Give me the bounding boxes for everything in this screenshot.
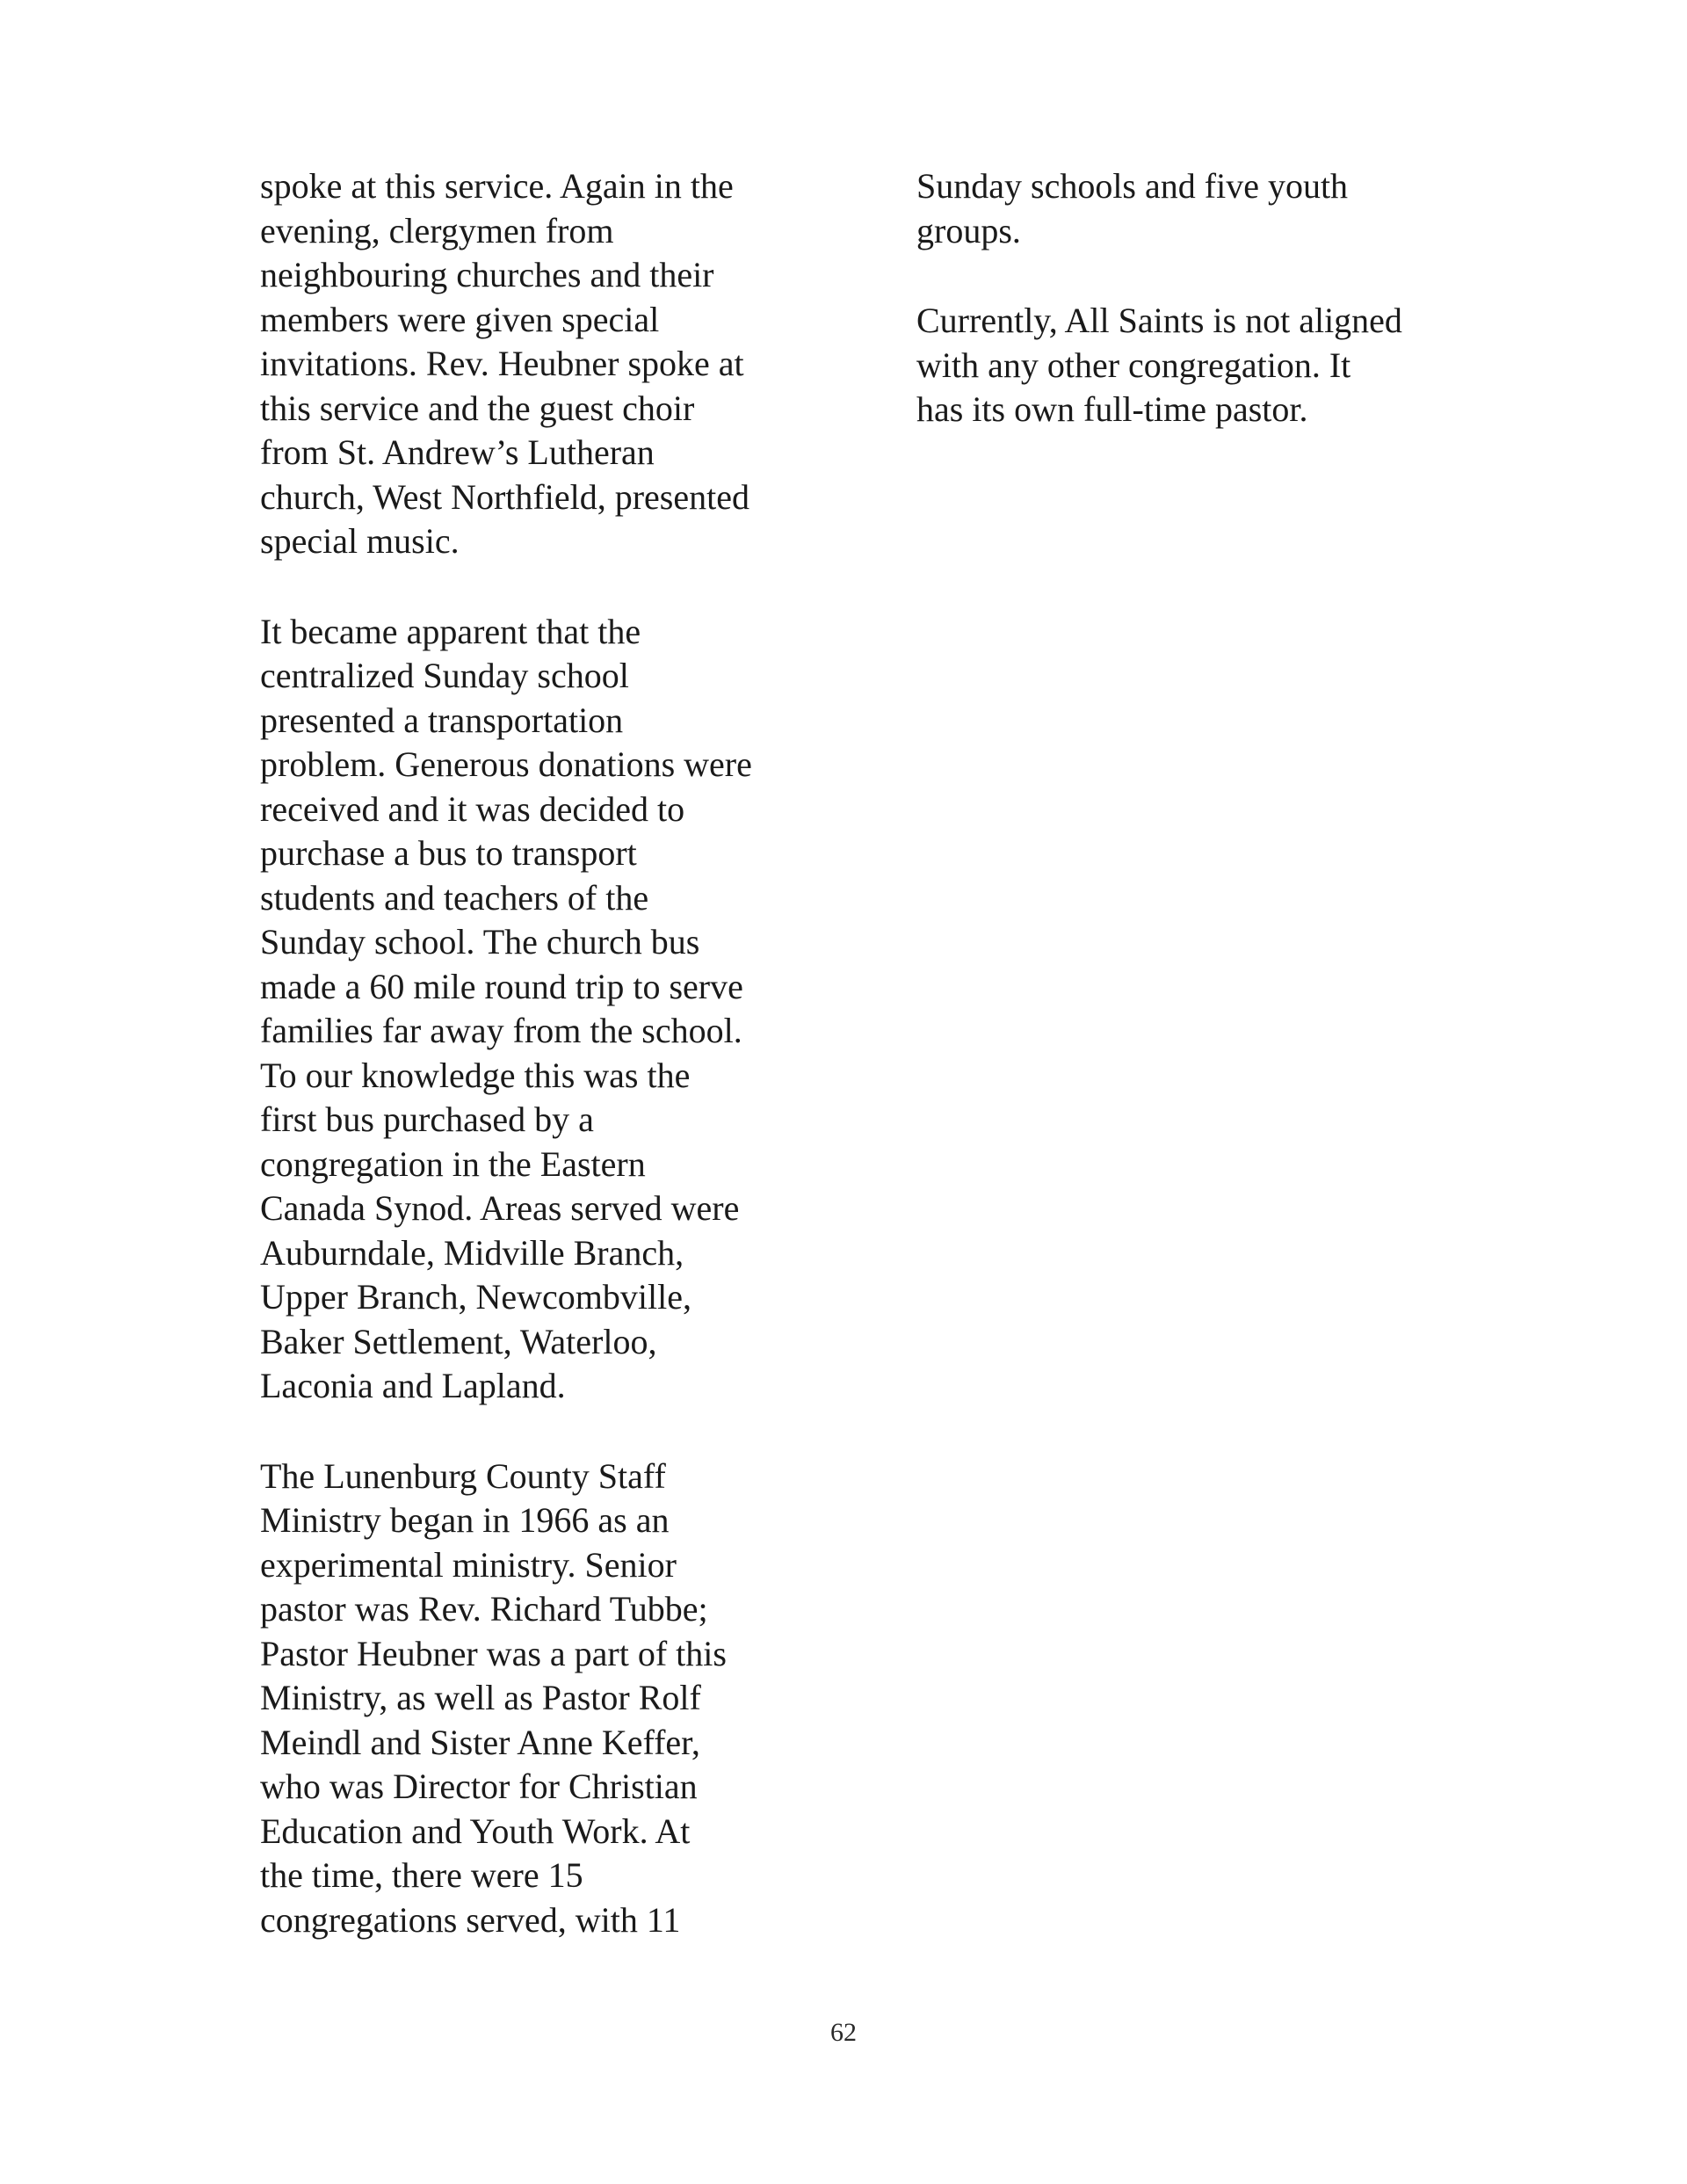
text-line: centralized Sunday school: [260, 656, 629, 695]
text-line: problem. Generous donations were: [260, 744, 752, 784]
text-line: groups.: [916, 210, 1021, 250]
text-line: neighbouring churches and their: [260, 255, 714, 294]
text-line: Pastor Heubner was a part of this: [260, 1633, 727, 1673]
text-line: received and it was decided to: [260, 788, 685, 829]
text-line: Ministry began in 1966 as an: [260, 1500, 670, 1540]
text-line: Laconia and Lapland.: [260, 1366, 566, 1405]
text-line: Baker Settlement, Waterloo,: [260, 1321, 657, 1361]
text-line: To our knowledge this was the: [260, 1055, 691, 1095]
text-line: Upper Branch, Newcombville,: [260, 1277, 691, 1317]
text-line: Ministry, as well as Pastor Rolf: [260, 1678, 701, 1717]
text-line: has its own full-time pastor.: [916, 389, 1308, 429]
text-line: evening, clergymen from: [260, 210, 614, 250]
text-line: experimental ministry. Senior: [260, 1544, 677, 1585]
text-line: families far away from the school.: [260, 1011, 742, 1050]
text-line: Auburndale, Midville Branch,: [260, 1232, 684, 1273]
text-line: Canada Synod. Areas served were: [260, 1188, 740, 1228]
paragraph-service: [260, 164, 875, 564]
text-line: this service and the guest choir: [260, 388, 695, 428]
text-line: Currently, All Saints is not aligned: [916, 301, 1402, 340]
text-line: made a 60 mile round trip to serve: [260, 966, 743, 1006]
text-line: who was Director for Christian: [260, 1767, 698, 1806]
page-number: 62: [830, 2018, 857, 2047]
paragraph-currently: [916, 299, 1531, 432]
text-line: pastor was Rev. Richard Tubbe;: [260, 1589, 708, 1629]
text-line: invitations. Rev. Heubner spoke at: [260, 344, 744, 383]
text-line: purchase a bus to transport: [260, 833, 637, 873]
text-line: Sunday school. The church bus: [260, 922, 700, 961]
left-column: [260, 164, 875, 1988]
text-line: spoke at this service. Again in the: [260, 166, 734, 206]
text-line: first bus purchased by a: [260, 1099, 594, 1139]
text-line: presented a transportation: [260, 700, 624, 740]
text-line: congregations served, with 11: [260, 1899, 681, 1940]
text-line: with any other congregation. It: [916, 345, 1351, 385]
text-line: students and teachers of the: [260, 877, 649, 918]
text-line: from St. Andrew’s Lutheran: [260, 432, 655, 472]
text-line: It became apparent that the: [260, 611, 641, 651]
paragraph-staff-ministry: [260, 1455, 875, 1943]
text-line: Meindl and Sister Anne Keffer,: [260, 1722, 700, 1762]
paragraph-sunday-schools: [916, 164, 1531, 253]
right-column: [916, 164, 1531, 478]
text-line: The Lunenburg County Staff: [260, 1455, 666, 1496]
paragraph-bus: [260, 610, 875, 1409]
text-line: the time, there were 15: [260, 1855, 583, 1895]
text-line: members were given special: [260, 299, 660, 339]
text-line: Sunday schools and five youth: [916, 166, 1349, 206]
text-line: church, West Northfield, presented: [260, 476, 749, 517]
text-line: special music.: [260, 521, 460, 561]
text-line: congregation in the Eastern: [260, 1143, 646, 1184]
text-line: Education and Youth Work. At: [260, 1810, 691, 1851]
